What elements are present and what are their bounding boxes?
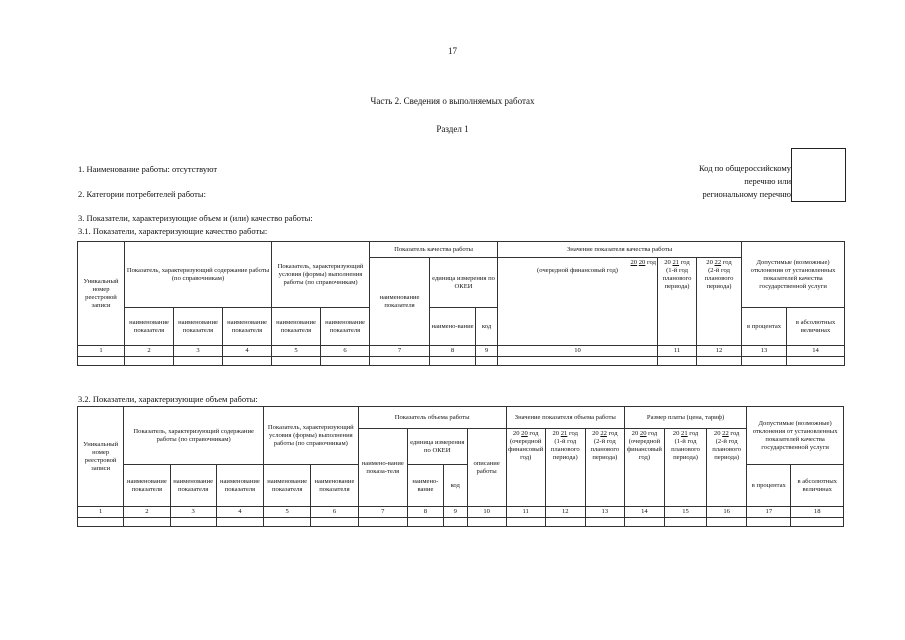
cell[interactable] bbox=[430, 357, 476, 366]
column-number: 1 bbox=[78, 507, 124, 518]
cell[interactable] bbox=[272, 357, 321, 366]
column-number: 5 bbox=[272, 346, 321, 357]
sub-header: наименование показателя bbox=[321, 308, 370, 346]
year-word: год bbox=[722, 259, 732, 266]
cell[interactable] bbox=[216, 518, 263, 527]
cell[interactable] bbox=[747, 518, 791, 527]
year-word: год bbox=[648, 430, 658, 437]
sub-header: наименование показателя bbox=[174, 308, 223, 346]
plan-label: (1-й год планового периода) bbox=[662, 267, 692, 290]
sub-header: наименование показателя bbox=[272, 308, 321, 346]
column-number: 6 bbox=[321, 346, 370, 357]
work-name-line: 1. Наименование работы: отсутствуют bbox=[78, 164, 218, 174]
column-number: 1 bbox=[78, 346, 125, 357]
cell[interactable] bbox=[78, 357, 125, 366]
deviation-header: Допустимые (возможные) отклонения от установленных показателей качества государственной услуги bbox=[747, 407, 844, 465]
cell[interactable] bbox=[467, 518, 506, 527]
sub-header: наименование показателя bbox=[124, 465, 170, 507]
fin-year-header bbox=[498, 258, 658, 346]
fee-plan-year-2-header: 20 22 год (2-й год планового периода) bbox=[707, 429, 747, 507]
page-number: 17 bbox=[448, 46, 457, 56]
sub-header: наименование показателя bbox=[216, 465, 263, 507]
cell[interactable] bbox=[264, 518, 311, 527]
code-label-line: Код по общероссийскому bbox=[698, 163, 791, 173]
cell[interactable] bbox=[407, 518, 443, 527]
volume-table bbox=[77, 406, 844, 527]
unit-okei-header: единица измерения по ОКЕИ bbox=[407, 429, 467, 465]
column-number: 9 bbox=[476, 346, 498, 357]
column-number: 11 bbox=[658, 346, 697, 357]
quality-value-header: Значение показателя качества работы bbox=[498, 242, 742, 258]
cell[interactable] bbox=[506, 518, 545, 527]
column-number: 7 bbox=[370, 346, 430, 357]
unit-okei-header: единица измерения по ОКЕИ bbox=[430, 258, 498, 308]
cell[interactable] bbox=[658, 357, 697, 366]
sub-header: наименование показателя bbox=[311, 465, 358, 507]
code-label-line: перечню или bbox=[744, 176, 791, 186]
year-word: год bbox=[730, 430, 740, 437]
cell[interactable] bbox=[370, 357, 430, 366]
content-header: Показатель, характеризующий содержание работы (по справочникам) bbox=[125, 242, 272, 308]
part-title: Часть 2. Сведения о выполняемых работах bbox=[370, 96, 535, 106]
indicators-line: 3. Показатели, характеризующие объем и (или) качество работы: bbox=[78, 213, 313, 223]
pct-header: в процентах bbox=[747, 465, 791, 507]
column-number: 10 bbox=[467, 507, 506, 518]
year-value: 22 bbox=[714, 259, 722, 266]
plan-year-1-header: 20 21 год (1-й год планового периода) bbox=[658, 258, 697, 346]
unit-name-header: наимено-вание bbox=[407, 465, 443, 507]
pct-header: в процентах bbox=[742, 308, 787, 346]
cell[interactable] bbox=[321, 357, 370, 366]
column-number: 13 bbox=[585, 507, 624, 518]
plan-label: (1-й год планового периода) bbox=[671, 438, 700, 461]
year-word: год bbox=[608, 430, 618, 437]
column-numbers-row bbox=[78, 507, 844, 518]
column-number: 11 bbox=[506, 507, 545, 518]
indicator-name-header: наимено-вание показа-теля bbox=[358, 429, 407, 507]
quality-indicator-header: Показатель качества работы bbox=[370, 242, 498, 258]
plan-label: (2-й год планового периода) bbox=[712, 438, 742, 461]
consumers-line: 2. Категории потребителей работы: bbox=[78, 189, 206, 199]
plan-year-2-header: 20 22 год (2-й год планового периода) bbox=[697, 258, 742, 346]
year-value: 20 bbox=[639, 430, 647, 437]
vol-plan-year-2-header: 20 22 год (2-й год планового периода) bbox=[585, 429, 624, 507]
column-number: 6 bbox=[311, 507, 358, 518]
unit-name-header: наимено-вание bbox=[430, 308, 476, 346]
plan-label: (2-й год планового периода) bbox=[704, 267, 734, 290]
cell[interactable] bbox=[78, 518, 124, 527]
vol-fin-year-header: 20 20 год (очередной финансовый год) bbox=[506, 429, 545, 507]
registry-code-label bbox=[699, 162, 791, 201]
cell[interactable] bbox=[124, 518, 170, 527]
fin-year-label: (очередной финансовый год) bbox=[508, 438, 544, 461]
cell[interactable] bbox=[174, 357, 223, 366]
cell[interactable] bbox=[664, 518, 706, 527]
column-number: 12 bbox=[697, 346, 742, 357]
registry-header: Уникальный номер реестровой записи bbox=[78, 407, 124, 507]
year-value: 22 bbox=[600, 430, 607, 437]
column-numbers-row bbox=[78, 346, 845, 357]
column-number: 18 bbox=[791, 507, 844, 518]
sub-header: наименование показателя bbox=[125, 308, 174, 346]
fin-year-label: (очередной финансовый год) bbox=[537, 267, 619, 274]
cell[interactable] bbox=[223, 357, 272, 366]
column-number: 5 bbox=[264, 507, 311, 518]
registry-code-box[interactable] bbox=[791, 148, 846, 202]
abs-header: в абсолютных величинах bbox=[787, 308, 845, 346]
abs-header: в абсолютных величинах bbox=[791, 465, 844, 507]
volume-value-header: Значение показателя объема работы bbox=[506, 407, 624, 429]
cell[interactable] bbox=[624, 518, 664, 527]
cell[interactable] bbox=[476, 357, 498, 366]
fee-header: Размер платы (цена, тариф) bbox=[624, 407, 746, 429]
column-number: 2 bbox=[124, 507, 170, 518]
cell[interactable] bbox=[791, 518, 844, 527]
unit-code-header: код bbox=[443, 465, 467, 507]
year-value: 20 bbox=[630, 259, 638, 266]
plan-label: (1-й год планового периода) bbox=[550, 438, 580, 461]
conditions-header: Показатель, характеризующий условия (формы) выполнения работы (по справочникам) bbox=[272, 242, 370, 308]
plan-label: (2-й год планового периода) bbox=[590, 438, 620, 461]
column-number: 13 bbox=[742, 346, 787, 357]
fin-year-label: (очередной финансовый год) bbox=[626, 438, 662, 461]
column-number: 4 bbox=[216, 507, 263, 518]
column-number: 17 bbox=[747, 507, 791, 518]
cell[interactable] bbox=[358, 518, 407, 527]
data-row bbox=[78, 518, 844, 527]
column-number: 12 bbox=[545, 507, 585, 518]
cell[interactable] bbox=[707, 518, 747, 527]
cell[interactable] bbox=[545, 518, 585, 527]
section-title: Раздел 1 bbox=[436, 124, 469, 134]
year-value: 21 bbox=[681, 430, 688, 437]
quality-table-title: 3.1. Показатели, характеризующие качество работы: bbox=[78, 226, 268, 236]
column-number: 8 bbox=[430, 346, 476, 357]
fee-fin-year-header: 20 20 год (очередной финансовый год) bbox=[624, 429, 664, 507]
year-word: год bbox=[680, 259, 690, 266]
cell[interactable] bbox=[170, 518, 216, 527]
year-word: год bbox=[569, 430, 579, 437]
year-value: 20 bbox=[638, 259, 646, 266]
year-value: 22 bbox=[722, 430, 729, 437]
cell[interactable] bbox=[585, 518, 624, 527]
column-number: 2 bbox=[125, 346, 174, 357]
column-number: 14 bbox=[624, 507, 664, 518]
column-number: 14 bbox=[787, 346, 845, 357]
data-row bbox=[78, 357, 845, 366]
sub-header: наименование показателя bbox=[170, 465, 216, 507]
column-number: 10 bbox=[498, 346, 658, 357]
code-label-line: региональному перечню bbox=[702, 189, 791, 199]
registry-header: Уникальный номер реестровой записи bbox=[78, 242, 125, 346]
cell[interactable] bbox=[498, 357, 658, 366]
column-number: 3 bbox=[170, 507, 216, 518]
fee-plan-year-1-header: 20 21 год (1-й год планового периода) bbox=[664, 429, 706, 507]
year-word: год bbox=[689, 430, 699, 437]
column-number: 16 bbox=[707, 507, 747, 518]
column-number: 15 bbox=[664, 507, 706, 518]
cell[interactable] bbox=[787, 357, 845, 366]
year-value: 21 bbox=[672, 259, 680, 266]
content-header: Показатель, характеризующий содержание работы (по справочникам) bbox=[124, 407, 264, 465]
column-number: 4 bbox=[223, 346, 272, 357]
year-value: 21 bbox=[560, 430, 568, 437]
unit-code-header: код bbox=[476, 308, 498, 346]
quality-table bbox=[77, 241, 845, 366]
column-number: 7 bbox=[358, 507, 407, 518]
description-header: описание работы bbox=[467, 429, 506, 507]
volume-indicator-header: Показатель объема работы bbox=[358, 407, 506, 429]
vol-plan-year-1-header: 20 21 год (1-й год планового периода) bbox=[545, 429, 585, 507]
cell[interactable] bbox=[311, 518, 358, 527]
cell[interactable] bbox=[697, 357, 742, 366]
column-number: 9 bbox=[443, 507, 467, 518]
column-number: 3 bbox=[174, 346, 223, 357]
indicator-name-header: наименование показателя bbox=[370, 258, 430, 346]
cell[interactable] bbox=[443, 518, 467, 527]
conditions-header: Показатель, характеризующий условия (формы) выполнения работы (по справочникам) bbox=[264, 407, 359, 465]
cell[interactable] bbox=[742, 357, 787, 366]
cell[interactable] bbox=[125, 357, 174, 366]
sub-header: наименование показателя bbox=[223, 308, 272, 346]
year-word: год bbox=[647, 259, 657, 266]
year-word: год bbox=[529, 430, 539, 437]
volume-table-title: 3.2. Показатели, характеризующие объем работы: bbox=[78, 394, 258, 404]
sub-header: наименование показателя bbox=[264, 465, 311, 507]
year-value: 20 bbox=[521, 430, 528, 437]
column-number: 8 bbox=[407, 507, 443, 518]
deviation-header: Допустимые (возможные) отклонения от установленных показателей качества государственной услуги bbox=[742, 242, 845, 308]
